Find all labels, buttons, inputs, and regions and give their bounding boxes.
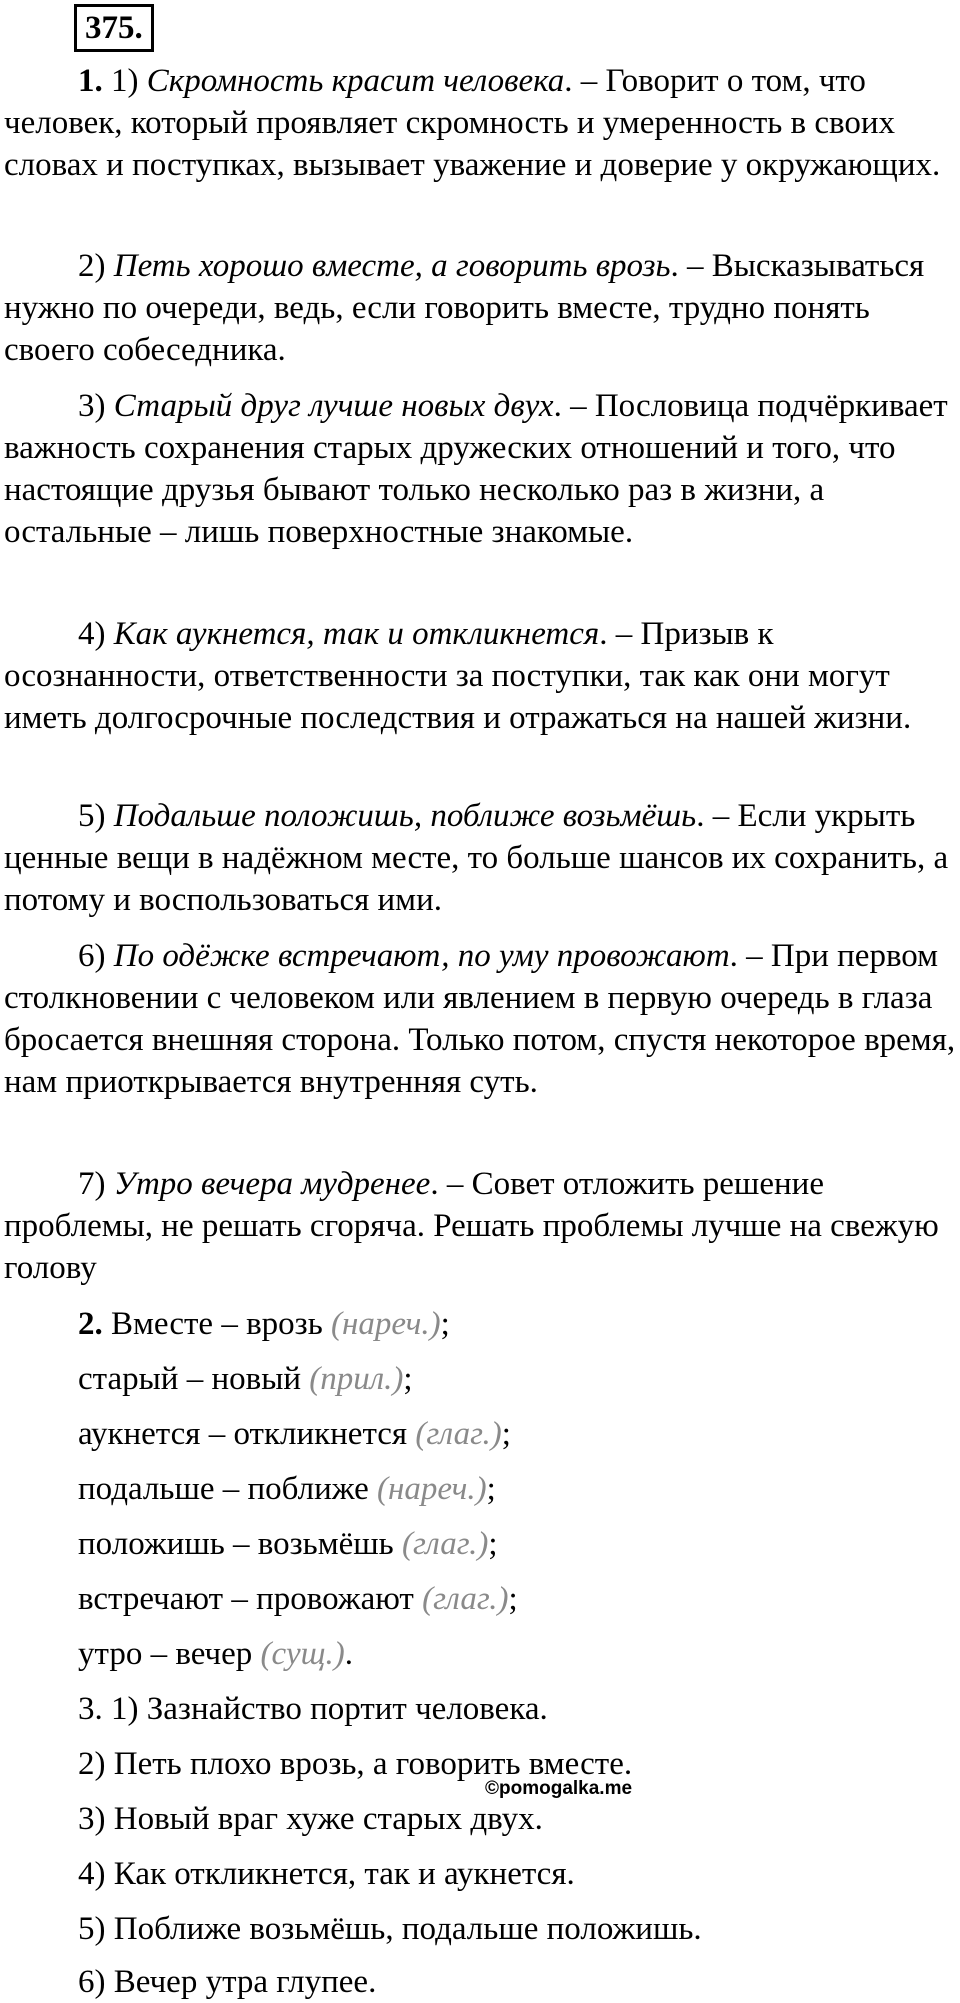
- part-of-speech: (сущ.): [260, 1636, 345, 1672]
- proverb: Скромность красит человека: [146, 63, 565, 99]
- transformed-proverb: 2) Петь плохо врозь, а говорить вместе.: [78, 1746, 633, 1782]
- punctuation: ;: [508, 1581, 518, 1617]
- transformed-proverb: 3) Новый враг хуже старых двух.: [78, 1801, 543, 1837]
- punctuation: ;: [501, 1416, 511, 1452]
- antonym-pair: положишь – возьмёшь: [78, 1526, 394, 1562]
- transformed-proverb: 1) Зазнайство портит человека.: [111, 1691, 548, 1727]
- explanation: . – Призыв к осознанности, ответственности за поступки, так как они могут иметь долгосрочные последствия и отражаться на нашей жизни.: [4, 616, 912, 736]
- part1-label: 1.: [78, 63, 103, 99]
- item-number: 4): [78, 616, 106, 652]
- transformed-proverb: 6) Вечер утра глупее.: [78, 1964, 377, 2000]
- proverb: Подальше положишь, поближе возьмёшь: [113, 798, 697, 834]
- part1-item-6: [0, 935, 960, 1103]
- part2-label: 2.: [78, 1306, 103, 1342]
- part2-pair-4: [78, 1468, 496, 1510]
- explanation: . – Если укрыть ценные вещи в надёжном месте, то больше шансов их сохранить, а потому и воспользоваться ими.: [4, 798, 949, 918]
- part3-line-4: [78, 1853, 575, 1895]
- punctuation: .: [344, 1636, 353, 1672]
- part1-item-2: [0, 245, 960, 371]
- antonym-pair: старый – новый: [78, 1361, 302, 1397]
- part1-item-7: [0, 1163, 960, 1289]
- punctuation: ;: [403, 1361, 413, 1397]
- item-number: 6): [78, 938, 106, 974]
- part3-line-5: [78, 1908, 702, 1950]
- part3-line-6: [78, 1961, 376, 2003]
- punctuation: ;: [488, 1526, 498, 1562]
- antonym-pair: утро – вечер: [78, 1636, 253, 1672]
- part-of-speech: (глаг.): [422, 1581, 509, 1617]
- antonym-pair: подальше – поближе: [78, 1471, 369, 1507]
- proverb: Утро вечера мудренее: [113, 1166, 431, 1202]
- explanation: . – Пословица подчёркивает важность сохранения старых дружеских отношений и того, что настоящие друзья бывают только несколько раз в жизни, а остальные – лишь поверхностные знакомые.: [4, 388, 948, 550]
- punctuation: ;: [486, 1471, 496, 1507]
- part-of-speech: (глаг.): [415, 1416, 502, 1452]
- explanation: . – Высказываться нужно по очереди, ведь, если говорить вместе, трудно понять своего собеседника.: [4, 248, 925, 368]
- part1-item-3: [0, 385, 960, 553]
- part1-item-5: [0, 795, 960, 921]
- part3-label: 3.: [78, 1691, 103, 1727]
- item-number: 7): [78, 1166, 106, 1202]
- part2-pair-2: [78, 1358, 413, 1400]
- part2-pair-7: [78, 1633, 353, 1675]
- part-of-speech: (нареч.): [331, 1306, 441, 1342]
- item-number: 3): [78, 388, 106, 424]
- proverb: Петь хорошо вместе, а говорить врозь: [113, 248, 671, 284]
- part1-item-4: [0, 613, 960, 739]
- exercise-number-box: 375.: [74, 4, 154, 52]
- part1-item-1: [0, 60, 960, 186]
- transformed-proverb: 5) Поближе возьмёшь, подальше положишь.: [78, 1911, 702, 1947]
- antonym-pair: встречают – провожают: [78, 1581, 414, 1617]
- part2-pair-3: [78, 1413, 511, 1455]
- item-number: 1): [111, 63, 139, 99]
- antonym-pair: Вместе – врозь: [111, 1306, 323, 1342]
- punctuation: ;: [440, 1306, 450, 1342]
- proverb: Старый друг лучше новых двух: [113, 388, 554, 424]
- proverb: Как аукнется, так и откликнется: [113, 616, 600, 652]
- part2-pair-1: [78, 1303, 450, 1345]
- part-of-speech: (нареч.): [377, 1471, 487, 1507]
- part-of-speech: (глаг.): [401, 1526, 489, 1562]
- transformed-proverb: 4) Как откликнется, так и аукнется.: [78, 1856, 575, 1892]
- part-of-speech: (прил.): [309, 1361, 404, 1397]
- item-number: 2): [78, 248, 106, 284]
- part3-line-3: [78, 1798, 543, 1840]
- explanation: . – Говорит о том, что человек, который проявляет скромность и умеренность в своих словах и поступках, вызывает уважение и доверие у окружающих.: [4, 63, 941, 183]
- part3-line-1: [78, 1688, 548, 1730]
- antonym-pair: аукнется – откликнется: [78, 1416, 408, 1452]
- explanation: . – Совет отложить решение проблемы, не решать сгоряча. Решать проблемы лучше на свежую голову: [4, 1166, 939, 1286]
- part2-pair-6: [78, 1578, 518, 1620]
- watermark: ©pomogalka.me: [485, 1778, 633, 1799]
- part2-pair-5: [78, 1523, 498, 1565]
- item-number: 5): [78, 798, 106, 834]
- explanation: . – При первом столкновении с человеком или явлением в первую очередь в глаза бросается внешняя сторона. Только потом, спустя некоторое время, нам приоткрывается внутренняя суть.: [4, 938, 956, 1100]
- proverb: По одёжке встречают, по уму провожают: [113, 938, 730, 974]
